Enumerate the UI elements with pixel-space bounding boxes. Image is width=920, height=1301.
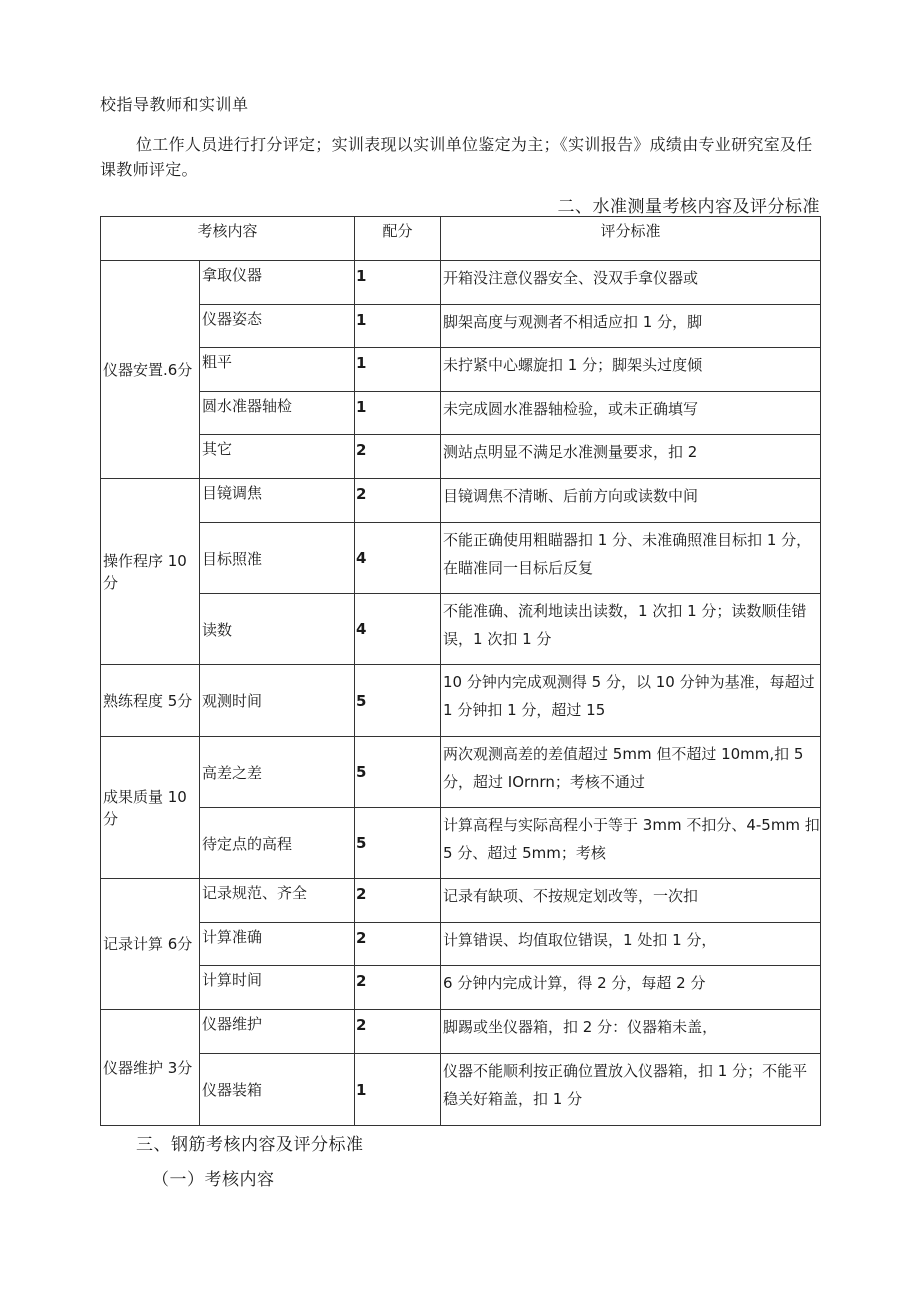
criteria-cell: 未完成圆水准器轴检验，或未正确填写 <box>441 392 821 435</box>
category-cell <box>101 665 200 737</box>
category-label: 仪器维护 3分 <box>103 1058 193 1077</box>
table-row <box>101 1010 821 1054</box>
criteria-cell: 未拧紧中心螺旋扣 1 分；脚架头过度倾 <box>441 348 821 392</box>
table-row <box>101 392 821 435</box>
item-cell: 粗平 <box>200 348 355 392</box>
criteria-cell: 6 分钟内完成计算，得 2 分，每超 2 分 <box>441 966 821 1010</box>
scoring-table <box>100 216 821 1126</box>
score-cell: 5 <box>355 737 441 808</box>
criteria-cell: 目镜调焦不清晰、后前方向或读数中间 <box>441 479 821 523</box>
score-cell: 2 <box>355 923 441 966</box>
table-row <box>101 435 821 479</box>
table-row <box>101 479 821 523</box>
score-cell: 4 <box>355 594 441 665</box>
criteria-cell: 计算错误、均值取位错误，1 处扣 1 分， <box>441 923 821 966</box>
score-cell: 1 <box>355 1054 441 1126</box>
score-cell: 2 <box>355 479 441 523</box>
category-label: 成果质量 10分 <box>103 787 187 828</box>
item-cell: 其它 <box>200 435 355 479</box>
item-cell: 记录规范、齐全 <box>200 879 355 923</box>
category-label: 记录计算 6分 <box>103 935 193 953</box>
intro-paragraph: 位工作人员进行打分评定；实训表现以实训单位鉴定为主；《实训报告》成绩由专业研究室及任课教师评定。 <box>100 135 813 179</box>
criteria-cell: 脚架高度与观测者不相适应扣 1 分，脚 <box>441 305 821 348</box>
score-cell: 1 <box>355 392 441 435</box>
table-row <box>101 305 821 348</box>
item-cell: 仪器装箱 <box>200 1054 355 1126</box>
criteria-cell: 仪器不能顺利按正确位置放入仪器箱，扣 1 分；不能平稳关好箱盖，扣 1 分 <box>441 1054 821 1126</box>
item-cell: 高差之差 <box>200 737 355 808</box>
criteria-cell: 10 分钟内完成观测得 5 分，以 10 分钟为基准，每超过 1 分钟扣 1 分，超过 15 <box>441 665 821 737</box>
table-row <box>101 261 821 305</box>
score-cell: 4 <box>355 523 441 594</box>
criteria-cell: 不能准确、流利地读出读数，1 次扣 1 分；读数顺佳错误，1 次扣 1 分 <box>441 594 821 665</box>
category-cell <box>101 479 200 665</box>
table-row <box>101 523 821 594</box>
score-cell: 1 <box>355 348 441 392</box>
section-2-title: 二、水准测量考核内容及评分标准 <box>557 197 820 217</box>
table-row <box>101 808 821 879</box>
item-cell: 目标照准 <box>200 523 355 594</box>
category-cell <box>101 879 200 1010</box>
category-cell <box>101 261 200 479</box>
score-cell: 5 <box>355 665 441 737</box>
table-row <box>101 665 821 737</box>
header-criteria: 评分标准 <box>441 217 821 261</box>
table-row <box>101 348 821 392</box>
header-line: 校指导教师和实训单 <box>100 95 249 114</box>
category-cell <box>101 737 200 879</box>
item-cell: 目镜调焦 <box>200 479 355 523</box>
table-row <box>101 879 821 923</box>
criteria-cell: 脚踢或坐仪器箱，扣 2 分：仪器箱未盖， <box>441 1010 821 1054</box>
score-cell: 2 <box>355 966 441 1010</box>
criteria-cell: 两次观测高差的差值超过 5mm 但不超过 10mm,扣 5 分，超过 IOrnrn；考核不通过 <box>441 737 821 808</box>
criteria-cell: 计算高程与实际高程小于等于 3mm 不扣分、4-5mm 扣 5 分、超过 5mm；考核 <box>441 808 821 879</box>
table-row <box>101 923 821 966</box>
item-cell: 仪器维护 <box>200 1010 355 1054</box>
subsection-title: （一）考核内容 <box>152 1170 275 1190</box>
category-label: 仪器安置.6分 <box>103 360 193 379</box>
table-row <box>101 1054 821 1126</box>
score-cell: 1 <box>355 305 441 348</box>
score-cell: 2 <box>355 435 441 479</box>
item-cell: 圆水准器轴检 <box>200 392 355 435</box>
header-score: 配分 <box>355 217 441 261</box>
header-content: 考核内容 <box>101 217 355 261</box>
category-label: 熟练程度 5分 <box>103 691 193 710</box>
item-cell: 待定点的高程 <box>200 808 355 879</box>
category-cell <box>101 1010 200 1126</box>
score-cell: 2 <box>355 879 441 923</box>
item-cell: 仪器姿态 <box>200 305 355 348</box>
item-cell: 观测时间 <box>200 665 355 737</box>
table-row <box>101 966 821 1010</box>
section-3-title: 三、钢筋考核内容及评分标准 <box>136 1135 364 1155</box>
item-cell: 读数 <box>200 594 355 665</box>
criteria-cell: 开箱没注意仪器安全、没双手拿仪器或 <box>441 261 821 305</box>
criteria-cell: 记录有缺项、不按规定划改等，一次扣 <box>441 879 821 923</box>
item-cell: 计算时间 <box>200 966 355 1010</box>
item-cell: 计算准确 <box>200 923 355 966</box>
category-label: 操作程序 10分 <box>103 551 187 592</box>
criteria-cell: 测站点明显不满足水准测量要求，扣 2 <box>441 435 821 479</box>
score-cell: 1 <box>355 261 441 305</box>
table-row <box>101 737 821 808</box>
item-cell: 拿取仪器 <box>200 261 355 305</box>
score-cell: 2 <box>355 1010 441 1054</box>
table-row <box>101 594 821 665</box>
table-header-row <box>101 217 821 261</box>
criteria-cell: 不能正确使用粗瞄器扣 1 分、未准确照准目标扣 1 分，在瞄准同一目标后反复 <box>441 523 821 594</box>
score-cell: 5 <box>355 808 441 879</box>
